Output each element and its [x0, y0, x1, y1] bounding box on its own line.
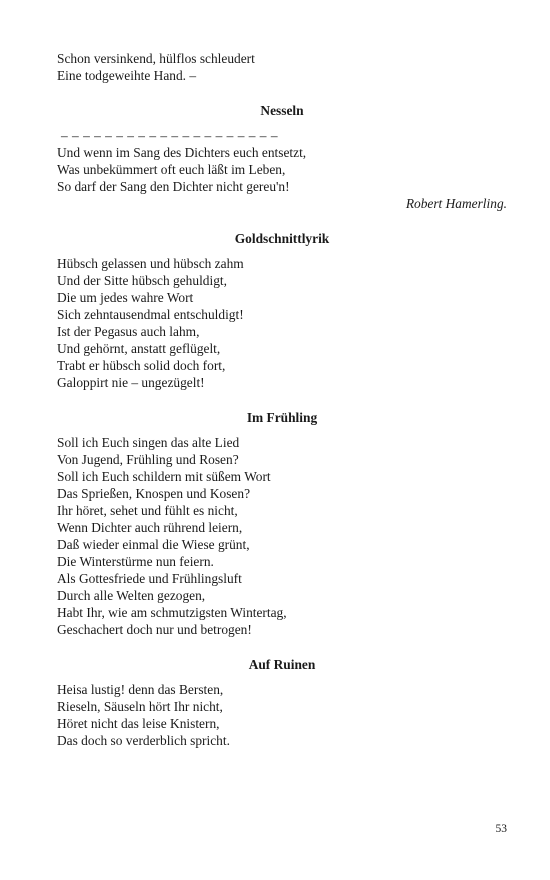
poem-line: Als Gottesfriede und Frühlingsluft: [57, 571, 242, 586]
intro-stanza: [57, 50, 507, 84]
poem-line: Trabt er hübsch solid doch fort,: [57, 358, 226, 373]
poem-line: Ist der Pegasus auch lahm,: [57, 324, 200, 339]
poem-line: So darf der Sang den Dichter nicht gereu'n!: [57, 179, 290, 194]
poem-line: Schon versinkend, hülflos schleudert: [57, 51, 255, 66]
poem-line: Soll ich Euch schildern mit süßem Wort: [57, 469, 271, 484]
poem-title: Nesseln: [260, 103, 304, 118]
poem-line: Eine todgeweihte Hand. –: [57, 68, 197, 83]
poem-title: Im Frühling: [246, 410, 318, 425]
poem-line: Rieseln, Säuseln hört Ihr nicht,: [57, 699, 223, 714]
poem-line: Daß wieder einmal die Wiese grünt,: [57, 537, 250, 552]
poem-line: Wenn Dichter auch rührend leiern,: [57, 520, 243, 535]
poem-line: Das Sprießen, Knospen und Kosen?: [57, 486, 251, 501]
poem-line: Und wenn im Sang des Dichters euch entsetzt,: [57, 145, 307, 160]
poem-line: Und der Sitte hübsch gehuldigt,: [57, 273, 227, 288]
poem-title: Goldschnittlyrik: [234, 231, 330, 246]
poem-line: Von Jugend, Frühling und Rosen?: [57, 452, 239, 467]
poem-goldschnittlyrik: [57, 230, 507, 391]
poem-line: Höret nicht das leise Knistern,: [57, 716, 220, 731]
poem-line: Das doch so verderblich spricht.: [57, 733, 230, 748]
poem-line: Heisa lustig! denn das Bersten,: [57, 682, 224, 697]
page-number: 53: [495, 823, 507, 835]
dash-line: – – – – – – – – – – – – – – – – – – – –: [61, 128, 279, 143]
page-text: [57, 50, 507, 749]
poem-line: Ihr höret, sehet und fühlt es nicht,: [57, 503, 238, 518]
poem-line: Die um jedes wahre Wort: [57, 290, 194, 305]
poem-line: Die Winterstürme nun feiern.: [57, 554, 214, 569]
poem-line: Was unbekümmert oft euch läßt im Leben,: [57, 162, 286, 177]
poem-auf-ruinen: [57, 656, 507, 749]
poem-line: Durch alle Welten gezogen,: [57, 588, 206, 603]
poem-author: Robert Hamerling.: [405, 196, 507, 211]
poem-title: Auf Ruinen: [248, 657, 316, 672]
poem-line: Sich zehntausendmal entschuldigt!: [57, 307, 244, 322]
poem-nesseln: [57, 102, 507, 212]
poem-line: Hübsch gelassen und hübsch zahm: [57, 256, 244, 271]
poem-line: Galoppirt nie – ungezügelt!: [57, 375, 205, 390]
poem-line: Habt Ihr, wie am schmutzigsten Wintertag,: [57, 605, 287, 620]
poem-line: Und gehörnt, anstatt geflügelt,: [57, 341, 221, 356]
poem-im-fruehling: [57, 409, 507, 638]
poem-line: Geschachert doch nur und betrogen!: [57, 622, 252, 637]
poem-line: Soll ich Euch singen das alte Lied: [57, 435, 240, 450]
